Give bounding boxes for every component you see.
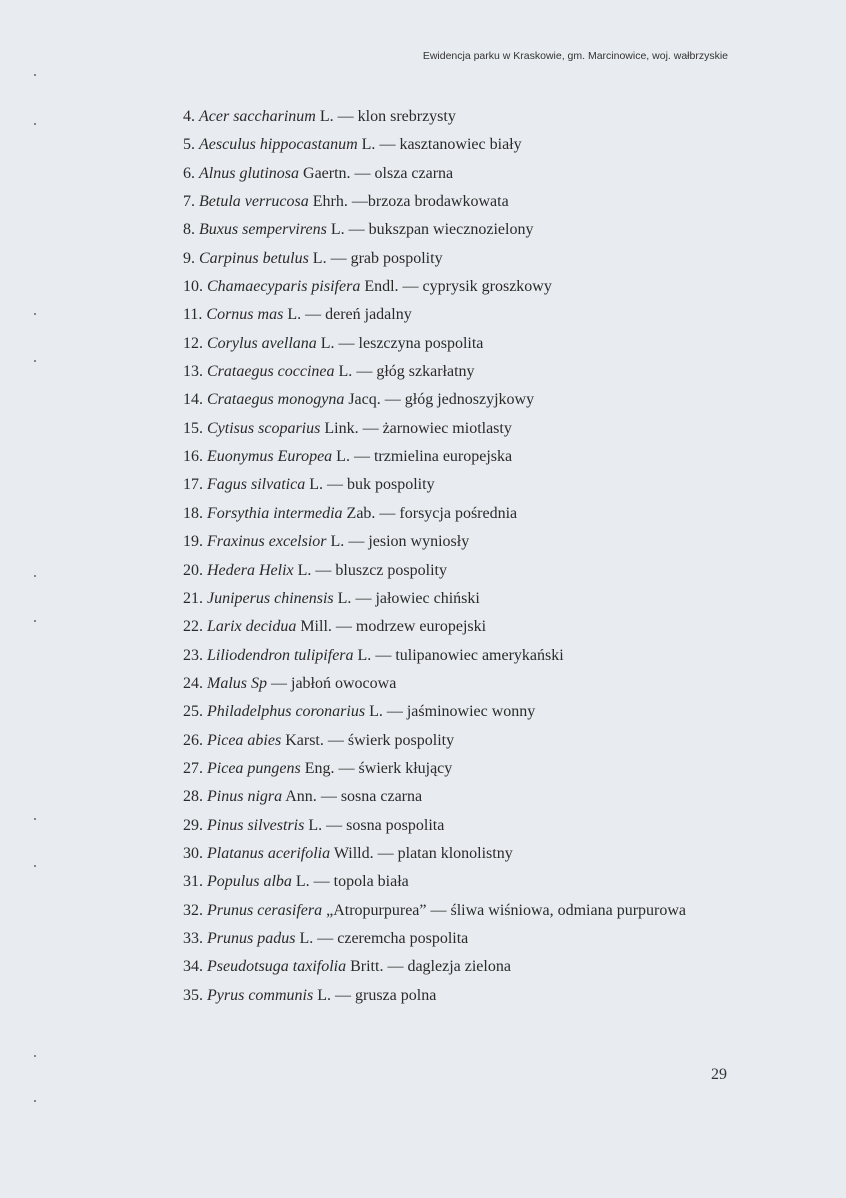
item-number: 10. bbox=[183, 278, 203, 296]
latin-name: Corylus avellana bbox=[207, 334, 317, 352]
scan-speck bbox=[34, 620, 36, 622]
polish-name: — grab pospolity bbox=[330, 249, 443, 267]
list-item bbox=[183, 333, 686, 361]
item-number: 28. bbox=[183, 788, 203, 806]
polish-name: — świerk kłujący bbox=[338, 759, 453, 777]
item-number: 15. bbox=[183, 419, 203, 437]
list-item bbox=[183, 843, 686, 871]
item-number: 33. bbox=[183, 929, 203, 947]
author: L. bbox=[320, 334, 335, 352]
author: L. bbox=[337, 589, 352, 607]
polish-name: — olsza czarna bbox=[354, 164, 454, 182]
polish-name: — leszczyna pospolita bbox=[338, 334, 484, 352]
author: Gaertn. bbox=[303, 164, 351, 182]
item-number: 35. bbox=[183, 986, 203, 1004]
list-item bbox=[183, 928, 686, 956]
latin-name: Pinus nigra bbox=[207, 788, 283, 806]
item-number: 22. bbox=[183, 618, 203, 636]
polish-name: — daglezja zielona bbox=[387, 958, 511, 976]
list-item bbox=[183, 786, 686, 814]
polish-name: — jałowiec chiński bbox=[355, 589, 480, 607]
latin-name: Crataegus monogyna bbox=[207, 391, 345, 409]
scan-speck bbox=[34, 74, 36, 76]
item-number: 6. bbox=[183, 164, 195, 182]
item-number: 14. bbox=[183, 391, 203, 409]
list-item bbox=[183, 163, 686, 191]
polish-name: — tulipanowiec amerykański bbox=[375, 646, 564, 664]
list-item bbox=[183, 191, 686, 219]
author: L. bbox=[287, 306, 302, 324]
item-number: 31. bbox=[183, 873, 203, 891]
page-number: 29 bbox=[711, 1066, 727, 1083]
item-number: 32. bbox=[183, 901, 203, 919]
author: Willd. bbox=[333, 844, 374, 862]
author: Jacq. bbox=[348, 391, 381, 409]
latin-name: Picea abies bbox=[207, 731, 282, 749]
latin-name: Forsythia intermedia bbox=[207, 504, 343, 522]
scan-speck bbox=[34, 313, 36, 315]
polish-name: — dereń jadalny bbox=[305, 306, 412, 324]
polish-name: — forsycja pośrednia bbox=[379, 504, 518, 522]
list-item bbox=[183, 389, 686, 417]
list-item bbox=[183, 730, 686, 758]
author: L. bbox=[361, 136, 376, 154]
polish-name: — grusza polna bbox=[335, 986, 437, 1004]
list-item bbox=[183, 474, 686, 502]
list-item bbox=[183, 871, 686, 899]
running-header: Ewidencja parku w Kraskowie, gm. Marcinowice, woj. wałbrzyskie bbox=[422, 50, 728, 62]
item-number: 8. bbox=[183, 221, 195, 239]
list-item bbox=[183, 985, 686, 1013]
item-number: 25. bbox=[183, 703, 203, 721]
polish-name: — buk pospolity bbox=[327, 476, 435, 494]
latin-name: Aesculus hippocastanum bbox=[199, 136, 358, 154]
polish-name: — trzmielina europejska bbox=[353, 448, 513, 466]
item-number: 9. bbox=[183, 249, 195, 267]
scan-speck bbox=[34, 123, 36, 125]
author: L. bbox=[312, 249, 327, 267]
species-list bbox=[183, 106, 686, 1013]
list-item bbox=[183, 248, 686, 276]
latin-name: Buxus sempervirens bbox=[199, 221, 327, 239]
author: Ann. bbox=[285, 788, 317, 806]
author: L. bbox=[308, 816, 323, 834]
author: Mill. bbox=[300, 618, 332, 636]
author: L. bbox=[338, 363, 353, 381]
item-number: 11. bbox=[183, 306, 203, 324]
item-number: 34. bbox=[183, 958, 203, 976]
polish-name: — czeremcha pospolita bbox=[317, 929, 469, 947]
list-item bbox=[183, 418, 686, 446]
item-number: 19. bbox=[183, 533, 203, 551]
latin-name: Acer saccharinum bbox=[199, 108, 316, 125]
author: Eng. bbox=[304, 759, 335, 777]
author: L. bbox=[357, 646, 372, 664]
latin-name: Pseudotsuga taxifolia bbox=[207, 958, 347, 976]
polish-name: — modrzew europejski bbox=[335, 618, 487, 636]
item-number: 12. bbox=[183, 334, 203, 352]
scan-speck bbox=[34, 360, 36, 362]
latin-name: Carpinus betulus bbox=[199, 249, 309, 267]
latin-name: Cornus mas bbox=[206, 306, 284, 324]
scan-speck bbox=[34, 575, 36, 577]
list-item bbox=[183, 673, 686, 701]
author: L. bbox=[330, 533, 345, 551]
list-item bbox=[183, 361, 686, 389]
author: L. bbox=[336, 448, 350, 466]
author: L. bbox=[317, 986, 331, 1004]
item-number: 13. bbox=[183, 363, 203, 381]
polish-name: — kasztanowiec biały bbox=[379, 136, 522, 154]
polish-name: — śliwa wiśniowa, odmiana purpurowa bbox=[430, 901, 687, 919]
latin-name: Euonymus Europea bbox=[207, 448, 333, 466]
list-item bbox=[183, 645, 686, 673]
polish-name: — sosna czarna bbox=[320, 788, 423, 806]
item-number: 23. bbox=[183, 646, 203, 664]
author: Zab. bbox=[346, 504, 376, 522]
scan-speck bbox=[34, 818, 36, 820]
latin-name: Populus alba bbox=[207, 873, 292, 891]
list-item bbox=[183, 503, 686, 531]
item-number: 18. bbox=[183, 504, 203, 522]
latin-name: Juniperus chinensis bbox=[207, 589, 334, 607]
list-item bbox=[183, 446, 686, 474]
list-item bbox=[183, 701, 686, 729]
item-number: 26. bbox=[183, 731, 203, 749]
list-item bbox=[183, 560, 686, 588]
scan-speck bbox=[34, 1100, 36, 1102]
author: L. bbox=[297, 561, 312, 579]
author: L. bbox=[319, 108, 334, 125]
latin-name: Prunus cerasifera bbox=[207, 901, 323, 919]
polish-name: —brzoza brodawkowata bbox=[351, 193, 509, 211]
latin-name: Malus Sp bbox=[207, 674, 267, 692]
item-number: 7. bbox=[183, 193, 195, 211]
item-number: 4. bbox=[183, 108, 195, 125]
list-item bbox=[183, 106, 686, 134]
list-item bbox=[183, 134, 686, 162]
polish-name: — platan klonolistny bbox=[377, 844, 513, 862]
list-item bbox=[183, 900, 686, 928]
polish-name: — sosna pospolita bbox=[326, 816, 445, 834]
polish-name: — głóg szkarłatny bbox=[356, 363, 475, 381]
scan-speck bbox=[34, 1055, 36, 1057]
latin-name: Picea pungens bbox=[207, 759, 301, 777]
author: L. bbox=[295, 873, 310, 891]
list-item bbox=[183, 956, 686, 984]
latin-name: Fraxinus excelsior bbox=[207, 533, 327, 551]
latin-name: Pyrus communis bbox=[207, 986, 314, 1004]
list-item bbox=[183, 758, 686, 786]
list-item bbox=[183, 815, 686, 843]
item-number: 16. bbox=[183, 448, 203, 466]
polish-name: — bukszpan wiecznozielony bbox=[348, 221, 534, 239]
latin-name: Alnus glutinosa bbox=[199, 164, 300, 182]
item-number: 21. bbox=[183, 589, 203, 607]
polish-name: — jabłoń owocowa bbox=[271, 674, 397, 692]
latin-name: Betula verrucosa bbox=[199, 193, 309, 211]
author: Ehrh. bbox=[312, 193, 348, 211]
latin-name: Larix decidua bbox=[207, 618, 297, 636]
item-number: 30. bbox=[183, 844, 203, 862]
list-item bbox=[183, 276, 686, 304]
item-number: 20. bbox=[183, 561, 203, 579]
scan-speck bbox=[34, 865, 36, 867]
latin-name: Philadelphus coronarius bbox=[207, 703, 366, 721]
polish-name: — jesion wyniosły bbox=[348, 533, 470, 551]
latin-name: Platanus acerifolia bbox=[207, 844, 331, 862]
latin-name: Chamaecyparis pisifera bbox=[207, 278, 361, 296]
latin-name: Cytisus scoparius bbox=[207, 419, 321, 437]
list-item bbox=[183, 588, 686, 616]
item-number: 24. bbox=[183, 674, 203, 692]
author: L. bbox=[299, 929, 314, 947]
polish-name: — świerk pospolity bbox=[327, 731, 455, 749]
polish-name: — topola biała bbox=[313, 873, 409, 891]
polish-name: — głóg jednoszyjkowy bbox=[384, 391, 535, 409]
latin-name: Pinus silvestris bbox=[207, 816, 305, 834]
list-item bbox=[183, 219, 686, 247]
author: L. bbox=[330, 221, 345, 239]
latin-name: Crataegus coccinea bbox=[207, 363, 335, 381]
author: Karst. bbox=[285, 731, 324, 749]
polish-name: — klon srebrzysty bbox=[337, 108, 456, 125]
polish-name: — jaśminowiec wonny bbox=[386, 703, 536, 721]
item-number: 17. bbox=[183, 476, 203, 494]
polish-name: — bluszcz pospolity bbox=[315, 561, 447, 579]
author: L. bbox=[369, 703, 383, 721]
author: Endl. bbox=[364, 278, 399, 296]
latin-name: Fagus silvatica bbox=[207, 476, 306, 494]
latin-name: Hedera Helix bbox=[207, 561, 294, 579]
polish-name: — cyprysik groszkowy bbox=[402, 278, 552, 296]
latin-name: Prunus padus bbox=[207, 929, 296, 947]
list-item bbox=[183, 304, 686, 332]
item-number: 27. bbox=[183, 759, 203, 777]
list-item bbox=[183, 616, 686, 644]
author: Britt. bbox=[350, 958, 384, 976]
item-number: 5. bbox=[183, 136, 195, 154]
author: „Atropurpurea” bbox=[326, 901, 427, 919]
author: Link. bbox=[324, 419, 359, 437]
item-number: 29. bbox=[183, 816, 203, 834]
author: L. bbox=[309, 476, 323, 494]
latin-name: Liliodendron tulipifera bbox=[207, 646, 354, 664]
list-item bbox=[183, 531, 686, 559]
polish-name: — żarnowiec miotlasty bbox=[362, 419, 512, 437]
